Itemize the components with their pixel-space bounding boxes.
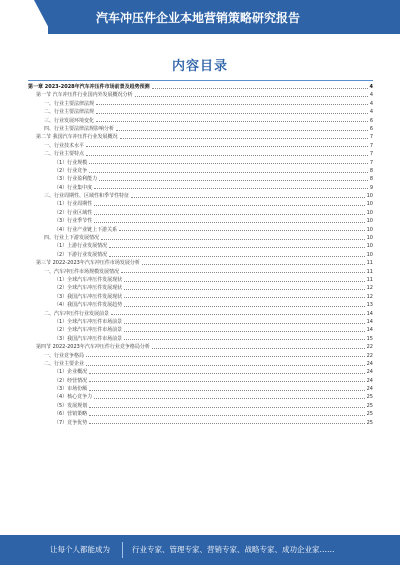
toc-entry-page: 7 — [369, 134, 373, 141]
toc-entry[interactable] — [28, 217, 373, 225]
toc-entry[interactable] — [28, 108, 373, 116]
toc-entry-page: 10 — [366, 251, 373, 258]
toc-entry-title: 第一节 汽车冲压件行业国内外发展概况分析 — [36, 92, 133, 99]
toc-entry-page: 25 — [366, 419, 373, 426]
toc-entry-title: 二、汽车冲压件行业发展前景 — [44, 310, 110, 317]
toc-leader-dots — [101, 239, 365, 240]
toc-leader-dots — [124, 339, 364, 340]
toc-entry-page: 4 — [369, 100, 373, 107]
toc-entry-page: 7 — [369, 151, 373, 158]
toc-entry[interactable] — [28, 184, 373, 192]
toc-leader-dots — [99, 180, 368, 181]
toc-leader-dots — [94, 214, 364, 215]
toc-leader-dots — [109, 247, 364, 248]
toc-leader-dots — [121, 272, 365, 273]
toc-entry-title: 四、行业主要法律法规影响分析 — [44, 125, 115, 132]
toc-entry-page: 8 — [369, 167, 373, 174]
toc-entry[interactable] — [28, 368, 373, 376]
toc-entry-page: 15 — [366, 335, 373, 342]
footer-slogan: 让每个人都能成为 — [50, 545, 110, 554]
toc-entry-title: （2）下游行业发展情况 — [54, 251, 108, 258]
toc-entry-page: 25 — [366, 402, 373, 409]
toc-entry-title: 三、行业发展环境变化 — [44, 117, 95, 124]
toc-leader-dots — [89, 407, 364, 408]
toc-entry-title: （4）行业集中度 — [54, 184, 93, 191]
toc-entry-page: 24 — [366, 386, 373, 393]
toc-entry-title: （4）核心竞争力 — [54, 394, 93, 401]
toc-entry-page: 13 — [366, 302, 373, 309]
toc-entry-page: 10 — [366, 235, 373, 242]
toc-entry-title: （4）我国汽车冲压件发展趋势 — [54, 302, 123, 309]
toc-entry-title: 二、行业主要法律法规 — [44, 109, 95, 116]
toc-entry[interactable] — [28, 167, 373, 175]
toc-entry-title: （5）发展规划 — [54, 402, 88, 409]
toc-entry[interactable] — [28, 352, 373, 360]
toc-leader-dots — [89, 381, 364, 382]
toc-entry-title: （3）我国汽车冲压件发展现状 — [54, 293, 123, 300]
toc-entry-title: （3）行业盈利能力 — [54, 176, 98, 183]
toc-entry-page: 7 — [369, 142, 373, 149]
toc-entry[interactable] — [28, 293, 373, 301]
toc-entry[interactable] — [28, 175, 373, 183]
toc-entry[interactable] — [28, 335, 373, 343]
toc-leader-dots — [152, 88, 368, 89]
toc-entry-title: （2）行业区域性 — [54, 209, 93, 216]
toc-entry-page: 4 — [369, 84, 373, 90]
toc-entry-title: （1）企业概况 — [54, 369, 88, 376]
toc-leader-dots — [142, 264, 365, 265]
toc-entry[interactable] — [28, 393, 373, 401]
toc-entry-title: 第四节 2022-2023年汽车冲压件行业竞争格局分析 — [36, 344, 150, 351]
toc-entry-page: 25 — [366, 394, 373, 401]
toc-leader-dots — [89, 415, 364, 416]
toc-entry-page: 4 — [369, 92, 373, 99]
report-title: 汽车冲压件企业本地营销策略研究报告 — [96, 11, 301, 25]
toc-leader-dots — [124, 306, 364, 307]
toc-leader-dots — [89, 390, 364, 391]
toc-entry-page: 24 — [366, 369, 373, 376]
toc-entry-title: 四、行业上下游发展情况 — [44, 235, 100, 242]
toc-entry[interactable] — [28, 133, 373, 141]
toc-entry-title: 第二节 我国汽车冲压件行业发展概况 — [36, 134, 118, 141]
toc-divider — [28, 80, 373, 81]
toc-leader-dots — [96, 113, 368, 114]
toc-leader-dots — [96, 121, 368, 122]
toc-entry[interactable] — [28, 318, 373, 326]
toc-leader-dots — [124, 289, 364, 290]
toc-leader-dots — [120, 138, 368, 139]
toc-entry-page: 25 — [366, 411, 373, 418]
toc-entry-title: （2）全球汽车冲压件发展现状 — [54, 285, 123, 292]
toc-entry[interactable] — [28, 125, 373, 133]
toc-leader-dots — [124, 323, 364, 324]
toc-entry-page: 10 — [366, 226, 373, 233]
toc-entry-title: 第一章 2023-2028年汽车冲压件市场前景及趋势预测 — [28, 84, 150, 90]
toc-leader-dots — [135, 96, 368, 97]
toc-leader-dots — [89, 172, 368, 173]
toc-entry[interactable] — [28, 310, 373, 318]
toc-leader-dots — [152, 348, 365, 349]
toc-entry-page: 4 — [369, 109, 373, 116]
toc-entry[interactable] — [28, 209, 373, 217]
toc-entry-page: 11 — [366, 260, 373, 267]
toc-leader-dots — [89, 423, 364, 424]
toc-entry-title: （3）行业季节性 — [54, 218, 93, 225]
toc-leader-dots — [94, 222, 364, 223]
toc-leader-dots — [89, 373, 364, 374]
toc-leader-dots — [124, 331, 364, 332]
toc-entry[interactable] — [28, 117, 373, 125]
toc-leader-dots — [109, 256, 364, 257]
toc-entry[interactable] — [28, 142, 373, 150]
toc-heading: 内容目录 — [171, 59, 228, 74]
toc-entry[interactable] — [28, 200, 373, 208]
toc-entry[interactable] — [28, 234, 373, 242]
toc-entry-page: 22 — [366, 352, 373, 359]
toc-entry-page: 6 — [369, 117, 373, 124]
toc-entry-title: 一、汽车冲压件市场规模发展情况 — [44, 268, 120, 275]
toc-leader-dots — [86, 356, 365, 357]
toc-entry-title: 二、行业主要企业 — [44, 360, 85, 367]
toc-entry-page: 8 — [369, 176, 373, 183]
page-footer — [0, 535, 400, 565]
toc-leader-dots — [94, 188, 368, 189]
header-accent-triangle — [34, 0, 52, 34]
toc-entry-page: 14 — [366, 310, 373, 317]
toc-entry[interactable] — [28, 83, 373, 91]
toc-entry-title: （1）行业规模 — [54, 159, 88, 166]
toc-entry-page: 14 — [366, 318, 373, 325]
footer-tagline: 行业专家、管理专家、营销专家、战略专家、成功企业家…… — [132, 545, 335, 554]
toc-leader-dots — [124, 281, 364, 282]
toc-entry-page: 24 — [366, 377, 373, 384]
toc-leader-dots — [86, 365, 365, 366]
toc-entry-title: （3）市场份额 — [54, 386, 88, 393]
toc-entry[interactable] — [28, 360, 373, 368]
toc-entry-page: 6 — [369, 125, 373, 132]
footer-divider — [122, 542, 123, 558]
toc-leader-dots — [86, 146, 368, 147]
toc-leader-dots — [119, 230, 364, 231]
toc-entry-page: 11 — [366, 276, 373, 283]
toc-entry[interactable] — [28, 242, 373, 250]
toc-entry-title: （7）竞争优势 — [54, 419, 88, 426]
toc-entry-title: 一、行业竞争格局 — [44, 352, 85, 359]
toc-entry-title: 第三节 2022-2023年汽车冲压件市场发展分析 — [36, 260, 140, 267]
toc-entry-title: （4）行业产业链上下游关系 — [54, 226, 118, 233]
toc-entry-page: 10 — [366, 209, 373, 216]
table-of-contents — [28, 83, 373, 427]
toc-leader-dots — [111, 314, 365, 315]
toc-entry-page: 14 — [366, 327, 373, 334]
toc-leader-dots — [116, 130, 368, 131]
toc-entry-page: 12 — [366, 293, 373, 300]
toc-entry[interactable] — [28, 100, 373, 108]
toc-entry[interactable] — [28, 251, 373, 259]
toc-entry-title: 二、行业主要特点 — [44, 151, 85, 158]
toc-entry-title: （2）行业竞争 — [54, 167, 88, 174]
toc-entry[interactable] — [28, 377, 373, 385]
toc-entry[interactable] — [28, 276, 373, 284]
toc-entry[interactable] — [28, 284, 373, 292]
toc-entry-title: （1）上游行业发展情况 — [54, 243, 108, 250]
toc-entry-title: 一、行业技术水平 — [44, 142, 85, 149]
toc-entry-page: 24 — [366, 360, 373, 367]
toc-entry[interactable] — [28, 419, 373, 427]
toc-entry-page: 22 — [366, 344, 373, 351]
toc-entry-title: 三、行业周期性、区域性和季节性特征 — [44, 193, 130, 200]
toc-entry-page: 10 — [366, 218, 373, 225]
toc-entry-page: 10 — [366, 193, 373, 200]
toc-entry[interactable] — [28, 159, 373, 167]
toc-entry[interactable] — [28, 91, 373, 99]
toc-entry[interactable] — [28, 301, 373, 309]
toc-entry-page: 9 — [369, 184, 373, 191]
toc-entry-title: （1）全球汽车冲压件市场前景 — [54, 318, 123, 325]
toc-leader-dots — [86, 155, 368, 156]
toc-leader-dots — [94, 205, 364, 206]
toc-entry[interactable] — [28, 268, 373, 276]
toc-leader-dots — [131, 197, 365, 198]
toc-leader-dots — [124, 297, 364, 298]
toc-entry[interactable] — [28, 259, 373, 267]
toc-entry[interactable] — [28, 192, 373, 200]
toc-leader-dots — [94, 398, 364, 399]
toc-entry-page: 11 — [366, 268, 373, 275]
toc-entry-page: 10 — [366, 201, 373, 208]
toc-entry[interactable] — [28, 385, 373, 393]
toc-entry-page: 12 — [366, 285, 373, 292]
toc-entry[interactable] — [28, 343, 373, 351]
toc-entry[interactable] — [28, 402, 373, 410]
toc-entry-title: （1）全球汽车冲压件发展现状 — [54, 276, 123, 283]
toc-entry[interactable] — [28, 150, 373, 158]
toc-entry-title: 一、行业主要法律法规 — [44, 100, 95, 107]
toc-leader-dots — [89, 163, 368, 164]
toc-entry-title: （2）全球汽车冲压件市场前景 — [54, 327, 123, 334]
toc-entry-page: 10 — [366, 243, 373, 250]
toc-entry-title: （1）行业周期性 — [54, 201, 93, 208]
toc-entry-page: 7 — [369, 159, 373, 166]
toc-entry-title: （2）经营情况 — [54, 377, 88, 384]
report-header — [0, 0, 400, 34]
toc-entry[interactable] — [28, 326, 373, 334]
toc-entry[interactable] — [28, 410, 373, 418]
toc-entry[interactable] — [28, 226, 373, 234]
toc-entry-title: （6）营销策略 — [54, 411, 88, 418]
toc-leader-dots — [96, 104, 368, 105]
toc-entry-title: （3）我国汽车冲压件市场前景 — [54, 335, 123, 342]
